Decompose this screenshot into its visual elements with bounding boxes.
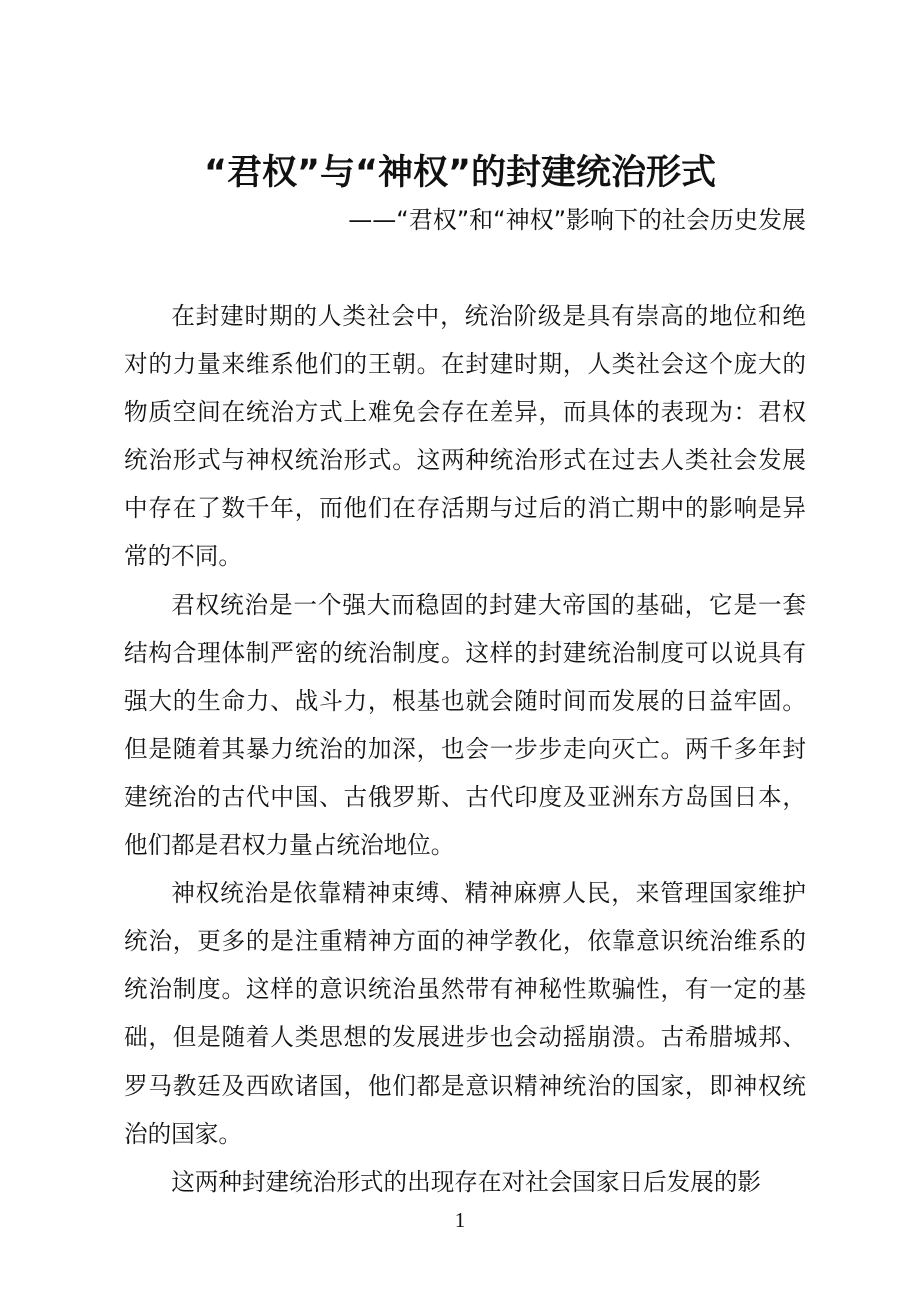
document-subtitle: ——“君权”和“神权”影响下的社会历史发展 (348, 206, 806, 234)
document-body (124, 292, 806, 1206)
page-number: 1 (454, 1208, 466, 1232)
document-title: “君权”与“神权”的封建统治形式 (203, 153, 716, 193)
paragraph: 这两种封建统治形式的出现存在对社会国家日后发展的影 (171, 1167, 762, 1196)
paragraph: 在封建时期的人类社会中，统治阶级是具有崇高的地位和绝对的力量来维系他们的王朝。在封建时期，人类社会这个庞大的物质空间在统治方式上难免会存在差异，而具体的表现为：君权统治形式与神权统治形式。这两种统治形式在过去人类社会发展中存在了数千年，而他们在存活期与过后的消亡期中的影响是异常的不同。 (124, 302, 806, 571)
paragraph: 君权统治是一个强大而稳固的封建大帝国的基础，它是一套结构合理体制严密的统治制度。这样的封建统治制度可以说具有强大的生命力、战斗力，根基也就会随时间而发展的日益牢固。但是随着其暴力统治的加深，也会一步步走向灭亡。两千多年封建统治的古代中国、古俄罗斯、古代印度及亚洲东方岛国日本，他们都是君权力量占统治地位。 (124, 590, 806, 860)
paragraph: 神权统治是依靠精神束缚、精神麻痹人民，来管理国家维护统治，更多的是注重精神方面的神学教化，依靠意识统治维系的统治制度。这样的意识统治虽然带有神秘性欺骗性，有一定的基础，但是随着人类思想的发展进步也会动摇崩溃。古希腊城邦、罗马教廷及西欧诸国，他们都是意识精神统治的国家，即神权统治的国家。 (124, 879, 806, 1148)
